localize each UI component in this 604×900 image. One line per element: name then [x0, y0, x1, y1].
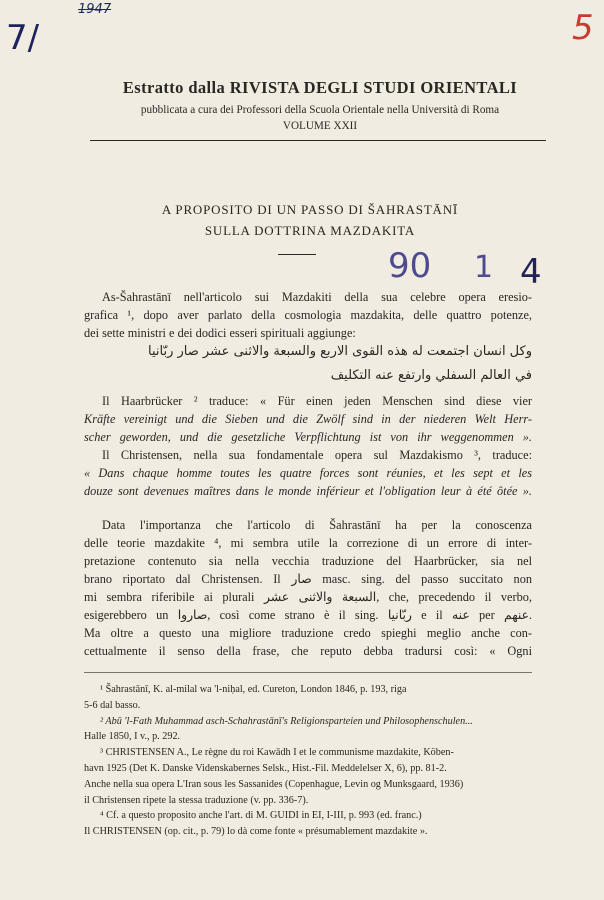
text-line: Kräfte vereinigt und die Sieben und die Zwölf sind in der niederen Welt Herr-: [84, 412, 532, 426]
stamp-number-right: 1: [474, 250, 494, 285]
arabic-line: وكل انسان اجتمعت له هذه القوى الاربع والسبعة والاثنى عشر صار ربّانيا: [148, 344, 532, 359]
handwritten-corner-mark: 7/: [6, 18, 40, 58]
text-line: grafica ¹, dopo aver parlato della cosmologia mazdakita, delle quattro potenze,: [84, 308, 532, 322]
article-title-line-1: A PROPOSITO DI UN PASSO DI ŠAHRASTĀNĪ: [161, 202, 459, 217]
title-rule: [278, 254, 316, 255]
article-title-line-2: SULLA DOTTRINA MAZDAKITA: [204, 223, 416, 238]
journal-volume: VOLUME XXII: [282, 120, 358, 132]
arabic-quotation: [84, 340, 532, 388]
paragraph-1: [84, 288, 532, 342]
footnote-rule: [84, 672, 532, 673]
text-line: Ma oltre a questo una migliore traduzione credo spieghi meglio anche con-: [84, 626, 532, 640]
text-line: pretazione contenuto sia nella vecchia traduzione del Haarbrücker, sia nel: [84, 554, 532, 568]
footnote-line: Halle 1850, I v., p. 292.: [84, 731, 181, 743]
footnote-line: Il CHRISTENSEN (op. cit., p. 79) lo dà come fonte « présumablement mazdakite ».: [84, 826, 428, 838]
text-line: delle teorie mazdakite ⁴, mi sembra utile la correzione di un errore di inter-: [84, 536, 532, 550]
text-line: Il Haarbrücker ² traduce: « Für einen jeden Menschen sind diese vier: [102, 394, 532, 408]
paragraph-2: [84, 392, 532, 446]
text-line: cettualmente il senso della frase, che reputo debba tradursi così: « Ogni: [84, 644, 532, 658]
footnote-line: ³ CHRISTENSEN A., Le règne du roi Kawādh I et le communisme mazdakite, Köben-: [100, 747, 454, 759]
text-line: scher geworden, und die gesetzliche Verpflichtung ist von ihr weggenommen ».: [84, 430, 532, 444]
header-rule: [90, 140, 546, 141]
footnotes: [84, 682, 532, 840]
footnote-line: havn 1925 (Det K. Danske Videnskabernes Selsk., Hist.-Fil. Meddelelser X, 6), pp. 81-2.: [84, 762, 447, 774]
footnote-line: il Christensen ripete la stessa traduzione (v. pp. 336-7).: [84, 794, 309, 806]
footnote-line: 5-6 dal basso.: [84, 699, 141, 711]
text-line: brano riportato dal Christensen. Il صار masc. sing. del passo succitato non: [84, 572, 532, 586]
journal-subtitle: pubblicata a cura dei Professori della Scuola Orientale nella Università di Roma: [140, 104, 500, 116]
text-line: mi sembra riferibile ai plurali السبعة والاثنى عشر, che, precedendo il verbo,: [84, 590, 532, 604]
journal-title: Estratto dalla RIVISTA DEGLI STUDI ORIENTALI: [122, 78, 518, 97]
footnote-line: ⁴ Cf. a questo proposito anche l'art. di M. GUIDI in EI, I-III, p. 993 (ed. franc.): [100, 810, 422, 822]
arabic-line: في العالم السفلي وارتفع عنه التكليف: [330, 368, 532, 383]
handwritten-year: 1947: [78, 2, 112, 17]
text-line: douze sont devenues maîtres dans le monde inférieur et l'obligation leur à été ôtée ».: [84, 484, 532, 498]
footnote-line: ² Abū 'l-Fath Muhammad asch-Schahrastānī's Religionsparteien und Philosophenschulen...: [100, 715, 473, 727]
footnote-line: ¹ Šahrastānī, K. al-milal wa 'l-niḥal, ed. Cureton, London 1846, p. 193, riga: [100, 684, 407, 695]
stamp-number-left: 90: [388, 246, 432, 286]
text-line: « Dans chaque homme toutes les quatre forces sont réunies, et les sept et les: [84, 466, 532, 480]
text-line: Data l'importanza che l'articolo di Šahrastānī ha per la conoscenza: [102, 518, 532, 532]
handwritten-digit: 4: [520, 252, 542, 292]
footnote-line: Anche nella sua opera L'Iran sous les Sassanides (Copenhague, Levin og Munksgaard, 1936): [84, 778, 464, 790]
text-line: Il Christensen, nella sua fondamentale opera sul Mazdakismo ³, traduce:: [102, 448, 532, 462]
text-line: esigerebbero un صاروا, così come strano è il sing. ربّانيا e il عنه per عنهم.: [84, 608, 532, 622]
paragraph-4: [84, 516, 532, 660]
text-line: As-Šahrastānī nell'articolo sui Mazdakiti della sua celebre opera eresio-: [102, 290, 532, 304]
text-line: dei sette ministri e dei dodici esseri spirituali aggiunge:: [84, 326, 356, 340]
handwritten-page-number: 5: [572, 8, 594, 48]
paragraph-3: [84, 446, 532, 500]
